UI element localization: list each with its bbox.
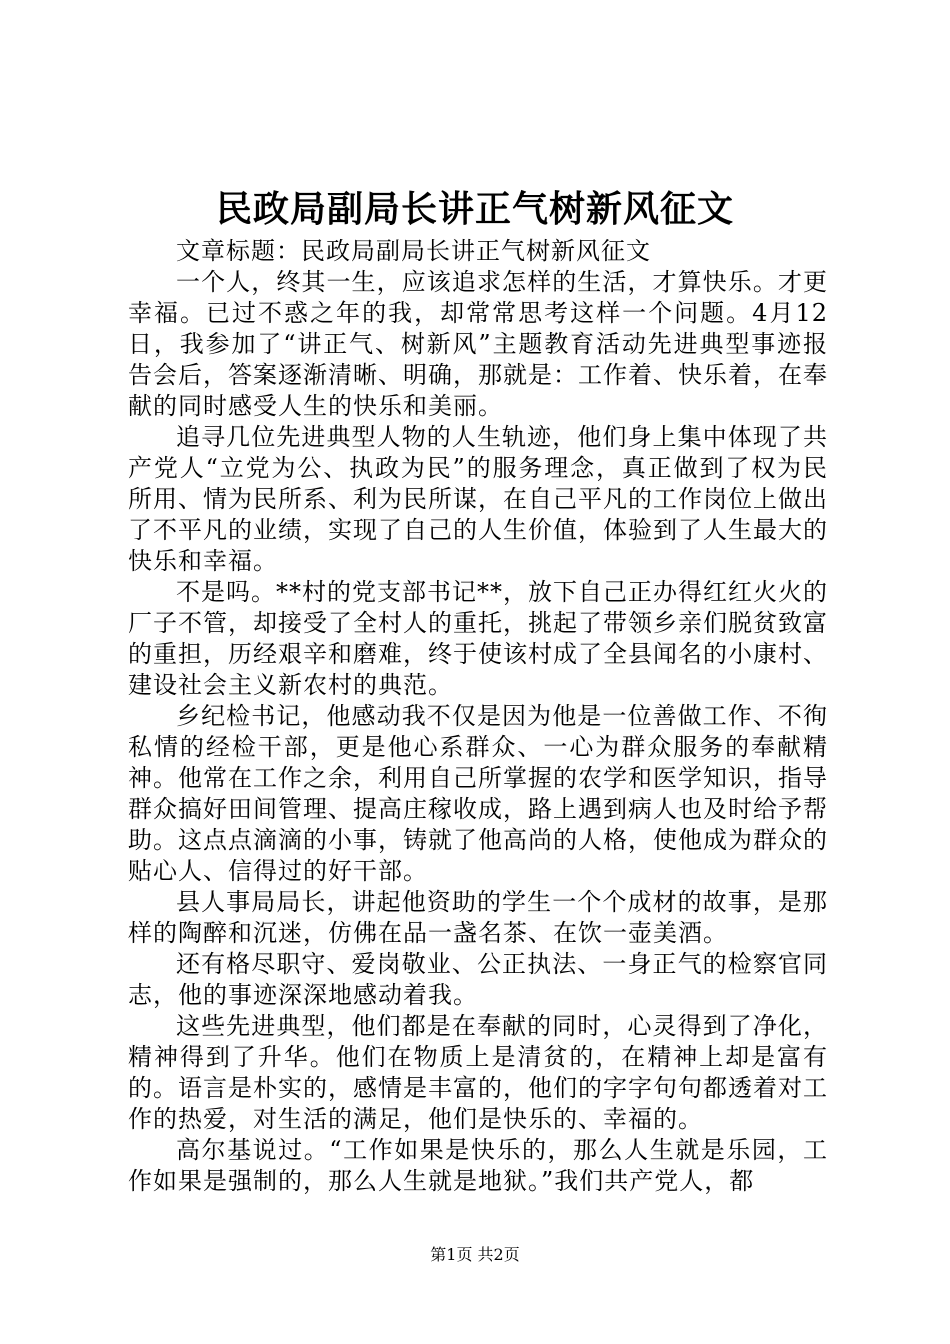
paragraph: 县人事局局长，讲起他资助的学生一个个成材的故事，是那样的陶醉和沉迷，仿佛在品一盏名茶、在饮一壶美酒。: [128, 888, 828, 947]
paragraph: 这些先进典型，他们都是在奉献的同时，心灵得到了净化，精神得到了升华。他们在物质上是清贫的，在精神上却是富有的。语言是朴实的，感情是丰富的，他们的字字句句都透着对工作的热爱，对生活的满足，他们是快乐的、幸福的。: [128, 1012, 828, 1133]
paragraph: 乡纪检书记，他感动我不仅是因为他是一位善做工作、不徇私情的经检干部，更是他心系群众、一心为群众服务的奉献精神。他常在工作之余，利用自己所掌握的农学和医学知识，指导群众搞好田间管理、提高庄稼收成，路上遇到病人也及时给予帮助。这点点滴滴的小事，铸就了他高尚的人格，使他成为群众的贴心人、信得过的好干部。: [128, 702, 828, 885]
paragraph: 一个人，终其一生，应该追求怎样的生活，才算快乐。才更幸福。已过不惑之年的我，却常常思考这样一个问题。4月12日，我参加了“讲正气、树新风”主题教育活动先进典型事迹报告会后，答案逐渐清晰、明确，那就是：工作着、快乐着，在奉献的同时感受人生的快乐和美丽。: [128, 268, 828, 420]
paragraph: 高尔基说过。“工作如果是快乐的，那么人生就是乐园，工作如果是强制的，那么人生就是地狱。”我们共产党人，都: [128, 1136, 828, 1195]
paragraph-article-title: 文章标题：民政局副局长讲正气树新风征文: [176, 237, 651, 265]
document-body: [128, 236, 828, 1197]
paragraph: 还有格尽职守、爱岗敬业、公正执法、一身正气的检察官同志，他的事迹深深地感动着我。: [128, 950, 828, 1009]
paragraph: 追寻几位先进典型人物的人生轨迹，他们身上集中体现了共产党人“立党为公、执政为民”的服务理念，真正做到了权为民所用、情为民所系、利为民所谋，在自己平凡的工作岗位上做出了不平凡的业绩，实现了自己的人生价值，体验到了人生最大的快乐和幸福。: [128, 423, 828, 575]
paragraph: 不是吗。**村的党支部书记**，放下自己正办得红红火火的厂子不管，却接受了全村人的重托，挑起了带领乡亲们脱贫致富的重担，历经艰辛和磨难，终于使该村成了全县闻名的小康村、建设社会主义新农村的典范。: [128, 578, 828, 699]
page-number-footer: 第1页 共2页: [430, 1245, 520, 1264]
document-title: 民政局副局长讲正气树新风征文: [215, 188, 734, 230]
